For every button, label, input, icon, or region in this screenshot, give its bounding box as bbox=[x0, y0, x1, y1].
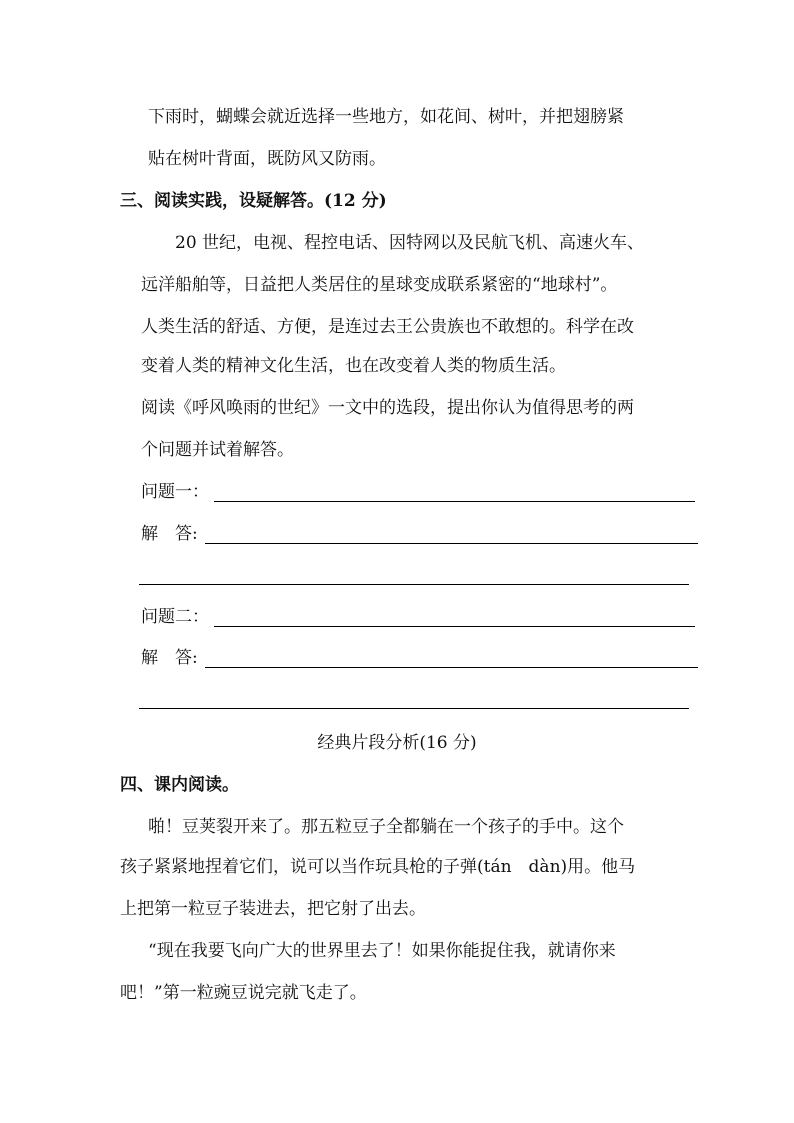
question-two-label: 问题二： bbox=[141, 607, 209, 627]
answer-one-label: 解 答: bbox=[141, 524, 198, 544]
text-line: 下雨时，蝴蝶会就近选择一些地方，如花间、树叶，并把翅膀紧 bbox=[148, 107, 624, 127]
text-line: 贴在树叶背面，既防风又防雨。 bbox=[148, 149, 386, 169]
reading-line: 吧！”第一粒豌豆说完就飞走了。 bbox=[120, 983, 367, 1003]
question-one-label: 问题一： bbox=[141, 482, 209, 502]
passage-line: 远洋船舶等，日益把人类居住的星球变成联系紧密的“地球村”。 bbox=[141, 275, 618, 295]
reading-line: 孩子紧紧地捏着它们，说可以当作玩具枪的子弹(tán dàn)用。他马 bbox=[120, 857, 636, 877]
passage-line: 变着人类的精神文化生活，也在改变着人类的物质生活。 bbox=[141, 356, 566, 376]
reading-line: 上把第一粒豆子装进去，把它射了出去。 bbox=[120, 899, 426, 919]
instruction-line: 阅读《呼风唤雨的世纪》一文中的选段，提出你认为值得思考的两 bbox=[141, 398, 634, 418]
instruction-line: 个问题并试着解答。 bbox=[141, 440, 294, 460]
answer-one-line-extra[interactable] bbox=[139, 584, 689, 585]
answer-one-line[interactable] bbox=[205, 543, 698, 544]
classic-analysis-heading: 经典片段分析(16 分) bbox=[317, 733, 477, 753]
passage-line: 20 世纪，电视、程控电话、因特网以及民航飞机、高速火车、 bbox=[175, 233, 645, 253]
answer-two-line[interactable] bbox=[205, 667, 698, 668]
question-two-answer-line[interactable] bbox=[214, 626, 695, 627]
reading-line: 啪！豆荚裂开来了。那五粒豆子全都躺在一个孩子的手中。这个 bbox=[148, 817, 624, 837]
section-heading: 三、阅读实践，设疑解答。(12 分) bbox=[120, 191, 387, 211]
passage-line: 人类生活的舒适、方便，是连过去王公贵族也不敢想的。科学在改 bbox=[141, 317, 634, 337]
question-one-answer-line[interactable] bbox=[214, 501, 695, 502]
section-heading: 四、课内阅读。 bbox=[120, 775, 239, 795]
answer-two-line-extra[interactable] bbox=[139, 708, 689, 709]
reading-line: “现在我要飞向广大的世界里去了！如果你能捉住我，就请你来 bbox=[148, 941, 616, 961]
answer-two-label: 解 答: bbox=[141, 648, 198, 668]
